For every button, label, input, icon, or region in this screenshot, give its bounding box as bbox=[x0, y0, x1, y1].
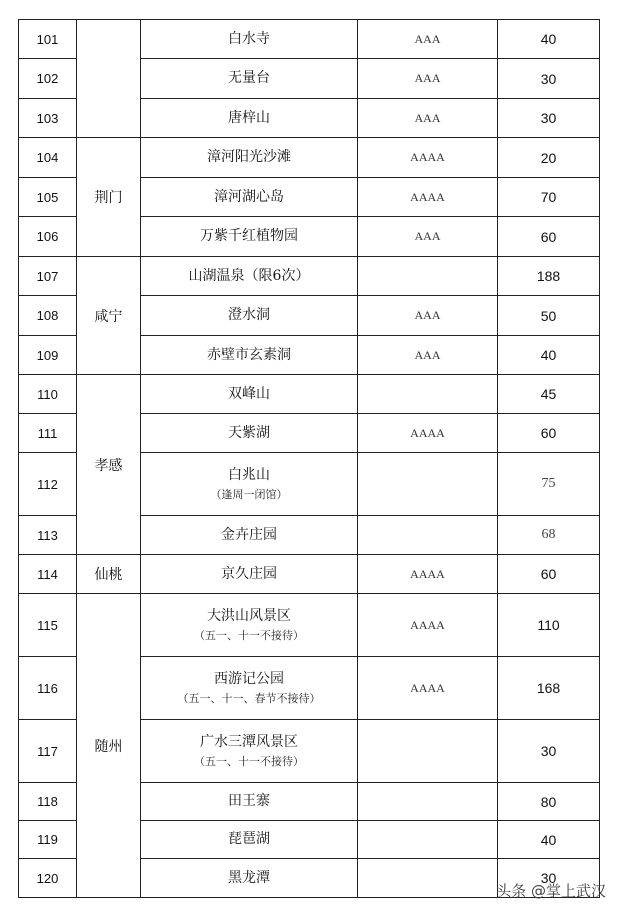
scenic-spot-name: 白水寺 bbox=[228, 30, 270, 47]
scenic-spot-name-cell bbox=[141, 257, 358, 296]
scenic-spot-name: 赤壁市玄素洞 bbox=[207, 346, 291, 363]
scenic-spot-note: （逢周一闭馆） bbox=[210, 487, 288, 501]
row-number-cell: 120 bbox=[19, 859, 77, 898]
price-cell: 188 bbox=[498, 257, 600, 296]
row-number-cell: 101 bbox=[19, 20, 77, 59]
table-row bbox=[19, 555, 600, 594]
scenic-spot-name-cell bbox=[141, 783, 358, 821]
price-cell: 75 bbox=[498, 453, 600, 516]
row-number-cell: 118 bbox=[19, 783, 77, 821]
row-number-cell: 113 bbox=[19, 516, 77, 555]
scenic-spot-name: 白兆山 bbox=[228, 466, 270, 483]
scenic-spot-table bbox=[18, 19, 600, 898]
row-number-cell: 119 bbox=[19, 821, 77, 859]
rating-level-cell bbox=[358, 859, 498, 898]
scenic-spot-name: 无量台 bbox=[228, 70, 270, 87]
row-number-cell: 102 bbox=[19, 59, 77, 99]
table-row bbox=[19, 594, 600, 657]
city-cell bbox=[77, 20, 141, 138]
city-cell: 孝感 bbox=[77, 375, 141, 555]
scenic-spot-name: 双峰山 bbox=[228, 385, 270, 402]
row-number-cell: 103 bbox=[19, 99, 77, 138]
table-row bbox=[19, 20, 600, 59]
price-cell: 20 bbox=[498, 138, 600, 178]
scenic-spot-name: 西游记公园 bbox=[214, 670, 284, 687]
rating-level-cell: AAAA bbox=[358, 138, 498, 178]
rating-level-cell: AAA bbox=[358, 99, 498, 138]
price-cell: 70 bbox=[498, 178, 600, 217]
price-cell: 68 bbox=[498, 516, 600, 555]
table-body bbox=[19, 20, 600, 898]
scenic-spot-name-cell bbox=[141, 296, 358, 336]
price-cell: 40 bbox=[498, 821, 600, 859]
scenic-spot-name: 漳河湖心岛 bbox=[214, 188, 284, 205]
row-number-cell: 105 bbox=[19, 178, 77, 217]
scenic-spot-name-cell bbox=[141, 555, 358, 594]
price-cell: 30 bbox=[498, 99, 600, 138]
scenic-spot-name-cell bbox=[141, 859, 358, 898]
scenic-spot-name-cell bbox=[141, 20, 358, 59]
scenic-spot-name: 大洪山风景区 bbox=[207, 607, 291, 624]
scenic-spot-name-cell bbox=[141, 99, 358, 138]
scenic-spot-name: 山湖温泉（限6次） bbox=[188, 267, 310, 284]
row-number-cell: 114 bbox=[19, 555, 77, 594]
row-number-cell: 109 bbox=[19, 336, 77, 375]
scenic-spot-name-cell bbox=[141, 821, 358, 859]
scenic-spot-name: 万紫千红植物园 bbox=[200, 228, 298, 245]
price-cell: 30 bbox=[498, 59, 600, 99]
scenic-spot-name: 澄水洞 bbox=[228, 307, 270, 324]
scenic-spot-name: 漳河阳光沙滩 bbox=[207, 149, 291, 166]
scenic-spot-name-cell bbox=[141, 59, 358, 99]
rating-level-cell: AAA bbox=[358, 59, 498, 99]
scenic-spot-note: （五一、十一、春节不接待） bbox=[177, 691, 321, 705]
rating-level-cell bbox=[358, 783, 498, 821]
rating-level-cell bbox=[358, 375, 498, 414]
price-cell: 168 bbox=[498, 657, 600, 720]
row-number-cell: 117 bbox=[19, 720, 77, 783]
scenic-spot-name: 广水三潭风景区 bbox=[200, 733, 298, 750]
row-number-cell: 112 bbox=[19, 453, 77, 516]
scenic-spot-name-cell bbox=[141, 453, 358, 516]
watermark: 头条 @掌上武汉 bbox=[496, 882, 606, 900]
price-cell: 30 bbox=[498, 720, 600, 783]
rating-level-cell: AAAA bbox=[358, 657, 498, 720]
price-cell: 40 bbox=[498, 20, 600, 59]
scenic-spot-name: 金卉庄园 bbox=[221, 526, 277, 543]
rating-level-cell bbox=[358, 257, 498, 296]
price-cell: 80 bbox=[498, 783, 600, 821]
scenic-spot-name: 天紫湖 bbox=[228, 424, 270, 441]
price-cell: 60 bbox=[498, 217, 600, 257]
rating-level-cell: AAAA bbox=[358, 555, 498, 594]
scenic-spot-name-cell bbox=[141, 594, 358, 657]
rating-level-cell: AAA bbox=[358, 336, 498, 375]
row-number-cell: 108 bbox=[19, 296, 77, 336]
scenic-spot-name: 京久庄园 bbox=[221, 565, 277, 582]
row-number-cell: 116 bbox=[19, 657, 77, 720]
scenic-spot-name-cell bbox=[141, 138, 358, 178]
rating-level-cell bbox=[358, 453, 498, 516]
rating-level-cell bbox=[358, 821, 498, 859]
price-cell: 40 bbox=[498, 336, 600, 375]
scenic-spot-name-cell bbox=[141, 336, 358, 375]
price-cell: 30 bbox=[498, 859, 600, 898]
scenic-spot-name: 黑龙潭 bbox=[228, 869, 270, 886]
scenic-spot-name-cell bbox=[141, 414, 358, 453]
table-row bbox=[19, 375, 600, 414]
scenic-spot-name-cell bbox=[141, 657, 358, 720]
rating-level-cell: AAA bbox=[358, 20, 498, 59]
row-number-cell: 104 bbox=[19, 138, 77, 178]
row-number-cell: 111 bbox=[19, 414, 77, 453]
price-cell: 110 bbox=[498, 594, 600, 657]
rating-level-cell: AAA bbox=[358, 296, 498, 336]
rating-level-cell: AAAA bbox=[358, 594, 498, 657]
rating-level-cell bbox=[358, 516, 498, 555]
price-cell: 50 bbox=[498, 296, 600, 336]
city-cell: 随州 bbox=[77, 594, 141, 898]
scenic-spot-name: 唐梓山 bbox=[228, 109, 270, 126]
city-cell: 仙桃 bbox=[77, 555, 141, 594]
scenic-spot-note: （五一、十一不接待） bbox=[194, 628, 304, 642]
scenic-spot-name-cell bbox=[141, 720, 358, 783]
scenic-spot-name: 琵琶湖 bbox=[228, 831, 270, 848]
scenic-spot-name-cell bbox=[141, 375, 358, 414]
city-cell: 荆门 bbox=[77, 138, 141, 257]
rating-level-cell bbox=[358, 720, 498, 783]
scenic-spot-note: （五一、十一不接待） bbox=[194, 754, 304, 768]
price-cell: 45 bbox=[498, 375, 600, 414]
rating-level-cell: AAAA bbox=[358, 414, 498, 453]
row-number-cell: 115 bbox=[19, 594, 77, 657]
price-cell: 60 bbox=[498, 555, 600, 594]
table-row bbox=[19, 257, 600, 296]
scenic-spot-name-cell bbox=[141, 516, 358, 555]
table-row bbox=[19, 138, 600, 178]
row-number-cell: 107 bbox=[19, 257, 77, 296]
price-cell: 60 bbox=[498, 414, 600, 453]
row-number-cell: 106 bbox=[19, 217, 77, 257]
rating-level-cell: AAA bbox=[358, 217, 498, 257]
row-number-cell: 110 bbox=[19, 375, 77, 414]
rating-level-cell: AAAA bbox=[358, 178, 498, 217]
scenic-spot-name-cell bbox=[141, 178, 358, 217]
city-cell: 咸宁 bbox=[77, 257, 141, 375]
scenic-spot-name-cell bbox=[141, 217, 358, 257]
scenic-spot-name: 田王寨 bbox=[228, 793, 270, 810]
